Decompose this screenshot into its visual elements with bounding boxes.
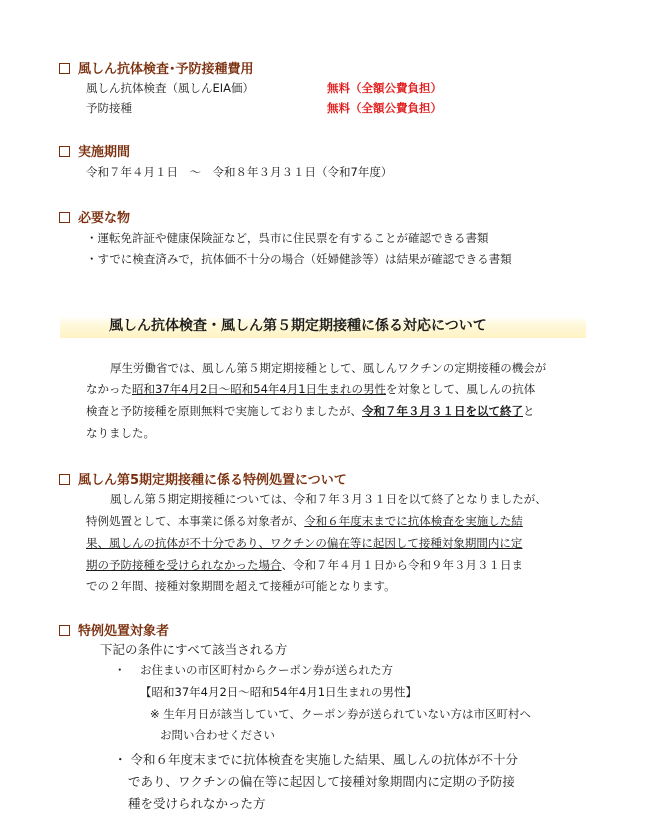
target-bullet-1-range: 【昭和37年4月2日～昭和54年4月1日生まれの男性】	[140, 685, 418, 699]
checkbox-square-icon	[59, 146, 70, 157]
special-line-5: での２年間、接種対象期間を超えて接種が可能となります。	[86, 579, 396, 593]
required-item-2: ・すでに検査済みで，抗体価不十分の場合（妊婦健診等）は結果が確認できる書類	[86, 252, 512, 266]
checkbox-square-icon	[59, 625, 70, 636]
required-item-1: ・運転免許証や健康保険証など，呉市に住民票を有することが確認できる書類	[86, 231, 489, 245]
required-heading: 必要な物	[78, 211, 131, 226]
fees-row1-label: 風しん抗体検査（風しんEIA価）	[86, 81, 255, 95]
fees-row2-value: 無料（全額公費負担）	[327, 101, 442, 115]
fees-heading: 風しん抗体検査･予防接種費用	[78, 62, 254, 77]
checkbox-square-icon	[59, 474, 70, 485]
intro-line-3: 検査と予防接種を原則無料で実施しておりましたが、令和７年３月３１日を以て終了と	[86, 404, 535, 418]
banner-title: 風しん抗体検査・風しん第５期定期接種に係る対応について	[109, 318, 487, 334]
checkbox-square-icon	[59, 63, 70, 74]
intro-line-4: なりました。	[86, 426, 155, 440]
target-intro: 下記の条件にすべて該当される方	[100, 642, 288, 657]
target-bullet-1-note-2: お問い合わせください	[160, 728, 275, 742]
period-heading: 実施期間	[78, 145, 131, 160]
target-bullet-2-line-1: ・ 令和６年度末までに抗体検査を実施した結果、風しんの抗体が不十分	[114, 752, 518, 767]
special-line-3: 果、風しんの抗体が不十分であり、ワクチンの偏在等に起因して接種対象期間内に定	[86, 536, 523, 550]
period-text: 令和７年４月１日 ～ 令和８年３月３１日（令和7年度）	[86, 165, 393, 179]
intro-line-2: なかった昭和37年4月2日～昭和54年4月1日生まれの男性を対象として、風しんの抗体	[86, 382, 536, 396]
special-line-4: 期の予防接種を受けられなかった場合、令和７年４月１日から令和９年３月３１日ま	[86, 558, 523, 572]
target-bullet-1-mark: ・	[114, 663, 126, 677]
intro-end-date: 令和７年３月３１日を以て終了	[362, 404, 523, 418]
target-heading: 特例処置対象者	[78, 624, 170, 639]
special-line-2: 特例処置として、本事業に係る対象者が、令和６年度末までに抗体検査を実施した結	[86, 514, 523, 528]
intro-target-range: 昭和37年4月2日～昭和54年4月1日生まれの男性	[132, 382, 387, 396]
special-heading: 風しん第5期定期接種に係る特例処置について	[78, 473, 347, 488]
fees-row1-value: 無料（全額公費負担）	[327, 81, 442, 95]
target-bullet-2-line-3: 種を受けられなかった方	[128, 796, 266, 811]
intro-line-1: 厚生労働省では、風しん第５期定期接種として、風しんワクチンの定期接種の機会が	[110, 361, 547, 375]
target-bullet-1-note-1: ※ 生年月日が該当していて、クーポン券が送られていない方は市区町村へ	[150, 707, 532, 721]
special-line-1: 風しん第５期定期接種については、令和７年３月３１日を以て終了となりましたが、	[110, 492, 547, 506]
target-bullet-2-line-2: であり、ワクチンの偏在等に起因して接種対象期間内に定期の予防接	[128, 774, 515, 789]
checkbox-square-icon	[59, 212, 70, 223]
fees-row2-label: 予防接種	[86, 101, 132, 115]
target-bullet-1: お住まいの市区町村からクーポン券が送られた方	[140, 663, 393, 677]
